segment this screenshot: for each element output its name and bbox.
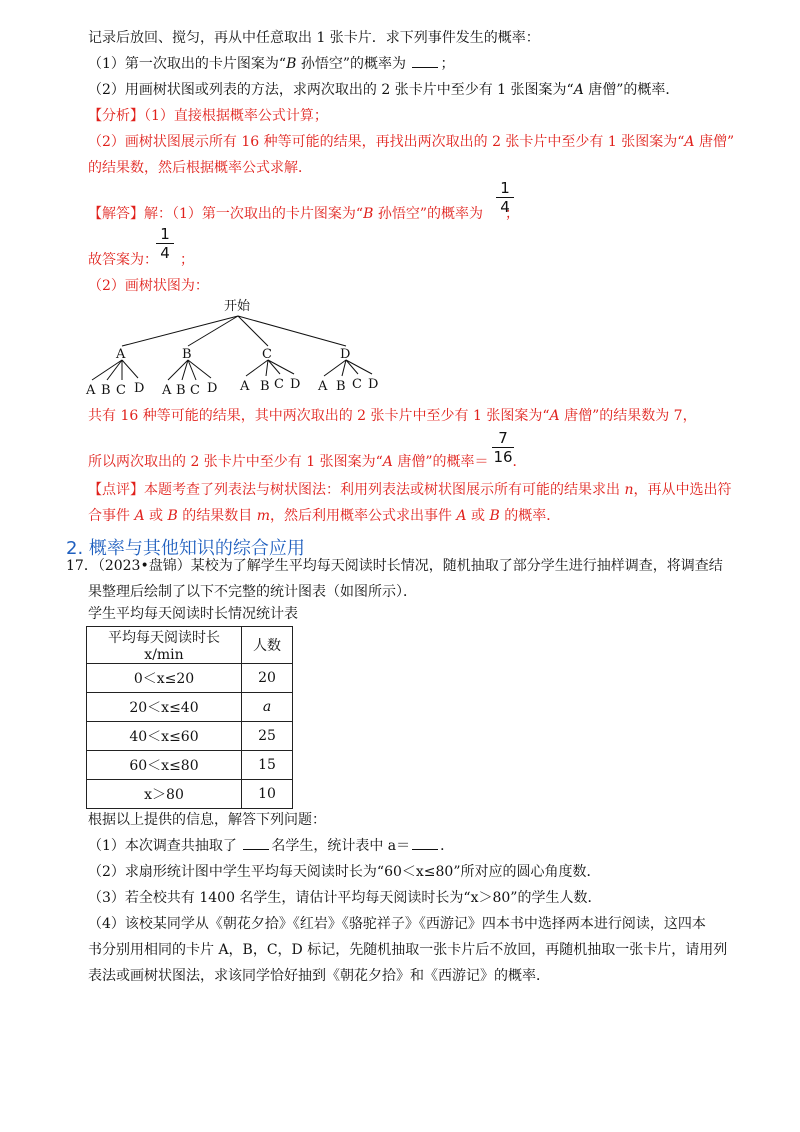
probability-line: 所以两次取出的 2 张卡片中至少有 1 张图案为“A 唐僧”的概率＝ ．: [88, 454, 527, 470]
tree-leaf: A: [318, 379, 328, 394]
comment-line2: 合事件 A 或 B 的结果数目 m，然后利用概率公式求出事件 A 或 B 的概率．: [88, 508, 561, 524]
tree-leaf: D: [207, 381, 218, 396]
tree-leaf: C: [116, 383, 126, 398]
tree-node-b: B: [182, 347, 192, 362]
analysis-line1: 【分析】（1）直接根据概率公式计算；: [88, 108, 328, 124]
table-header-row: [87, 627, 293, 664]
answer-blank: [412, 55, 438, 68]
tree-leaf: D: [134, 381, 145, 396]
table-row: [87, 693, 293, 722]
table-cell: a: [242, 693, 293, 722]
problem17-question2: （2）求扇形统计图中学生平均每天阅读时长为“60＜x≤80”所对应的圆心角度数．: [88, 864, 601, 880]
table-cell: 25: [242, 722, 293, 751]
problem17-question1: （1）本次调查共抽取了 名学生，统计表中 a＝ ．: [88, 838, 455, 854]
tree-diagram: [80, 292, 400, 402]
comment-line1: 【点评】本题考查了列表法与树状图法：利用列表法或树状图展示所有可能的结果求出 n，再从中选出符: [88, 482, 732, 498]
table-row: [87, 751, 293, 780]
table-row: [87, 664, 293, 693]
problem17-question4-line2: 书分别用相同的卡片 A，B，C，D 标记，先随机抽取一张卡片后不放回，再随机抽取一张卡片，请用列: [88, 942, 728, 958]
problem17-question4-line3: 表法或画树状图法，求该同学恰好抽到《朝花夕拾》和《西游记》的概率．: [88, 968, 550, 984]
table-title: 学生平均每天阅读时长情况统计表: [88, 606, 298, 622]
answer-part2-label: （2）画树状图为：: [88, 278, 209, 294]
table-header-cell: 人数: [242, 627, 293, 664]
tree-leaf: B: [101, 383, 111, 398]
tree-leaf: B: [176, 383, 186, 398]
analysis-line2: （2）画树状图展示所有 16 种等可能的结果，再找出两次取出的 2 张卡片中至少有 1 张图案为“A 唐僧”: [88, 134, 735, 150]
table-row: [87, 780, 293, 809]
problem17-line2: 果整理后绘制了以下不完整的统计图表（如图所示）．: [88, 584, 417, 600]
tree-leaf: D: [290, 377, 301, 392]
result-count-line: 共有 16 种等可能的结果，其中两次取出的 2 张卡片中至少有 1 张图案为“A 唐僧”的结果数为 7，: [88, 408, 697, 424]
table-cell: 20: [242, 664, 293, 693]
analysis-line3: 的结果数，然后根据概率公式求解．: [88, 160, 312, 176]
answer-so-line: 故答案为： ；: [88, 252, 194, 268]
table-cell: 20＜x≤40: [87, 693, 242, 722]
fraction-one-quarter: 1 4: [496, 180, 514, 215]
answer-blank: [243, 837, 269, 850]
fraction-seven-sixteenths: 7 16: [493, 429, 513, 466]
problem17-question4-line1: （4）该校某同学从《朝花夕拾》《红岩》《骆驼祥子》《西游记》四本书中选择两本进行阅读，这四本: [88, 916, 706, 932]
problem17-line1: 17．（2023•盘锦）某校为了解学生平均每天阅读时长情况，随机抽取了部分学生进行抽样调查，将调查结: [66, 558, 723, 574]
tree-node-a: A: [116, 347, 126, 362]
table-cell: 10: [242, 780, 293, 809]
tree-leaf: C: [190, 383, 200, 398]
tree-leaf: A: [86, 383, 96, 398]
tree-leaf: C: [274, 377, 284, 392]
tree-leaf: A: [240, 379, 250, 394]
tree-leaf: A: [162, 383, 172, 398]
section-heading: 2. 概率与其他知识的综合应用: [66, 538, 305, 559]
reading-time-table: [86, 626, 293, 809]
problem16-intro: 记录后放回、搅匀，再从中任意取出 1 张卡片．求下列事件发生的概率：: [88, 30, 540, 46]
table-cell: 15: [242, 751, 293, 780]
tree-root-label: 开始: [224, 299, 251, 314]
problem17-question3: （3）若全校共有 1400 名学生，请估计平均每天阅读时长为“x＞80”的学生人数．: [88, 890, 602, 906]
table-cell: 40＜x≤60: [87, 722, 242, 751]
table-cell: 60＜x≤80: [87, 751, 242, 780]
fraction-one-quarter-2: 1 4: [156, 226, 174, 261]
table-header-cell: 平均每天阅读时长 x/min: [87, 627, 242, 664]
tree-leaf: C: [352, 377, 362, 392]
tree-leaf: B: [336, 379, 346, 394]
answer-line1: 【解答】解：（1）第一次取出的卡片图案为“B 孙悟空”的概率为 ；: [88, 206, 519, 222]
problem17-after-table: 根据以上提供的信息，解答下列问题：: [88, 812, 326, 828]
problem16-question1: （1）第一次取出的卡片图案为“B 孙悟空”的概率为 ；: [88, 56, 455, 72]
problem16-question2: （2）用画树状图或列表的方法，求两次取出的 2 张卡片中至少有 1 张图案为“A 唐僧”的概率．: [88, 82, 680, 98]
table-row: [87, 722, 293, 751]
table-cell: x＞80: [87, 780, 242, 809]
answer-blank: [412, 837, 438, 850]
tree-node-d: D: [340, 347, 351, 362]
tree-node-c: C: [262, 347, 272, 362]
tree-leaf: B: [260, 379, 270, 394]
tree-leaf: D: [368, 377, 379, 392]
table-cell: 0＜x≤20: [87, 664, 242, 693]
